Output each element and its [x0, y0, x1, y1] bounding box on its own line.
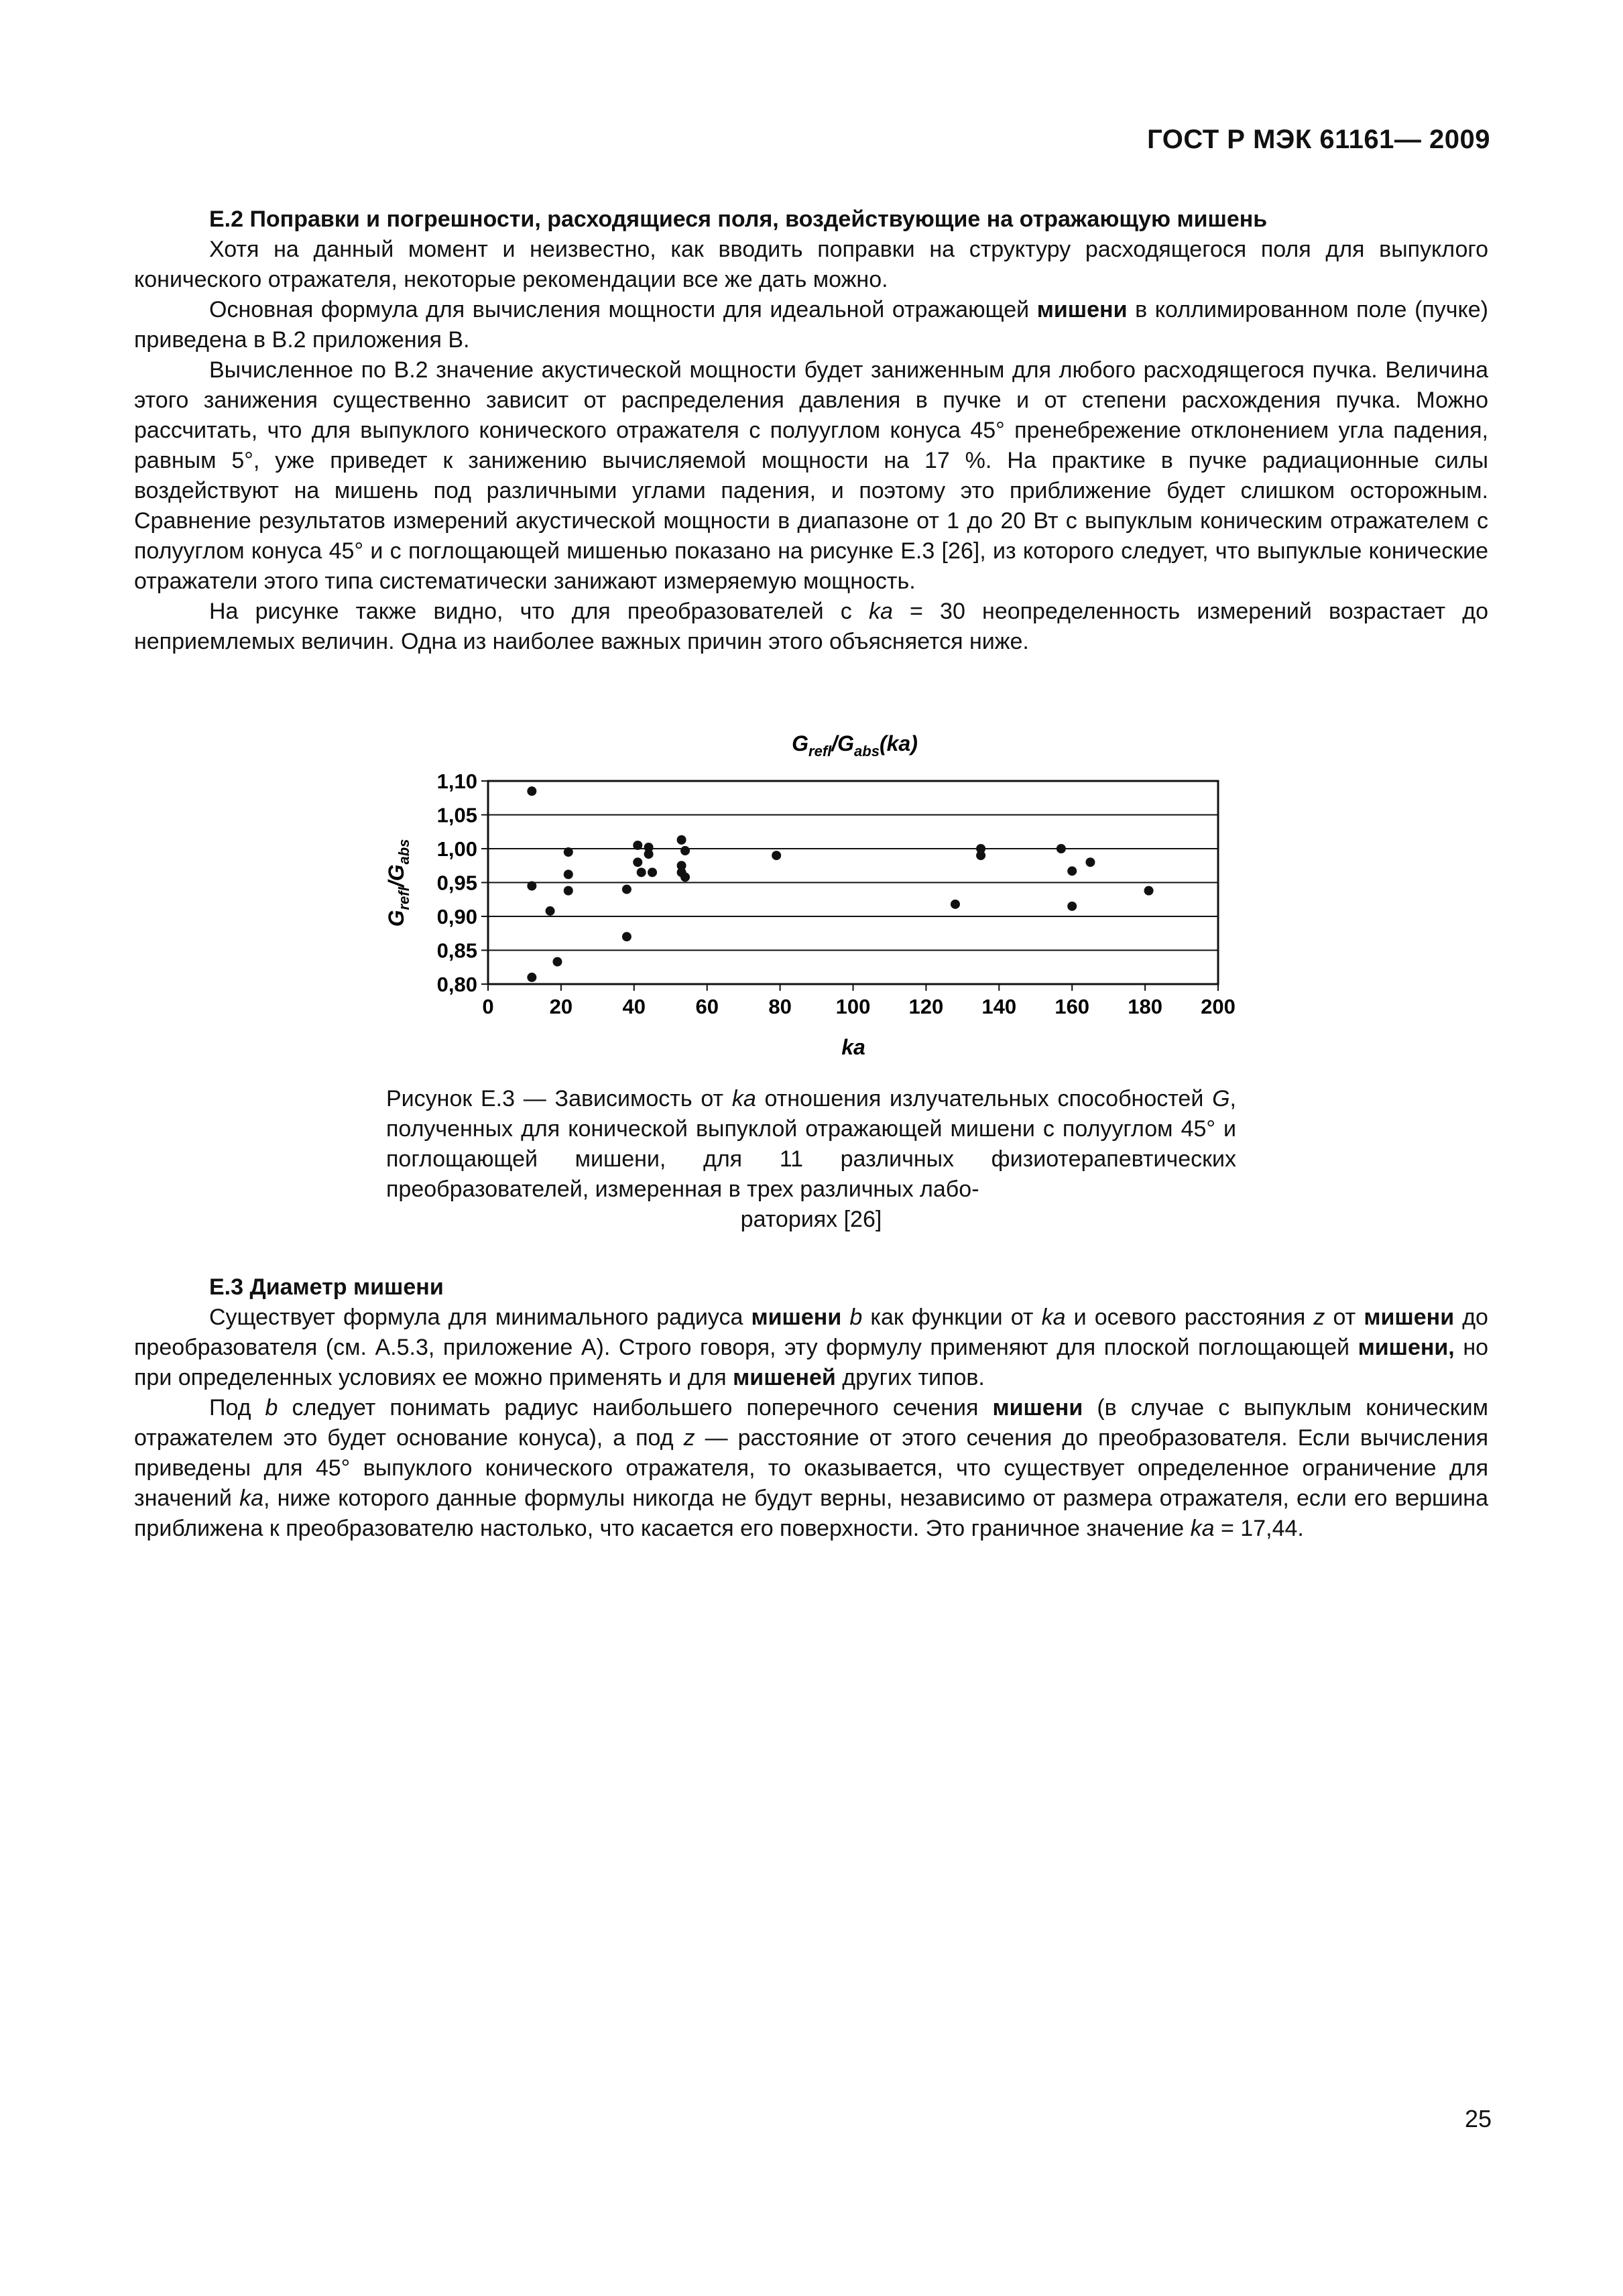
- data-point: [622, 885, 632, 894]
- y-tick-label: 1,10: [436, 770, 477, 793]
- data-point: [680, 846, 690, 855]
- data-point: [622, 932, 632, 941]
- data-point: [1067, 866, 1077, 875]
- data-point: [1085, 857, 1095, 867]
- section-e3-heading: Е.3 Диаметр мишени: [209, 1274, 444, 1300]
- x-tick-label: 180: [1128, 995, 1162, 1018]
- data-point: [648, 867, 657, 877]
- data-point: [546, 906, 555, 916]
- data-point: [677, 835, 686, 845]
- x-tick-label: 140: [981, 995, 1017, 1018]
- data-point: [1067, 902, 1077, 911]
- paragraph: Основная формула для вычисления мощности для идеальной отражающей мишени в коллимированном поле (пучке) приведена в В.2 приложения В.: [134, 297, 1488, 353]
- chart-title: $G_{refl}/G_{abs}(ka)$: [792, 731, 918, 760]
- paragraph: На рисунке также видно, что для преобразователей с ka = 30 неопределенность измерений возрастает до неприемлемых величин. Одна из наиболее важных причин этого объясняется ниже.: [134, 599, 1488, 654]
- x-tick-label: 120: [908, 995, 944, 1018]
- x-axis-label: ka: [841, 1035, 865, 1059]
- paragraph: Вычисленное по В.2 значение акустической мощности будет заниженным для любого расходящегося пучка. Величина этого занижения существенно зависит от распределения давления в пучке и от степени расхождения пучка. Можно рассчитать, что для выпуклого конического отражателя с полууглом конуса 45° пренебрежение отклонением угла падения, равным 5°, уже приведет к занижению вычисляемой мощности на 17 %. На практике в пучке радиационные силы воздействуют на мишень под различными углами падения, и поэтому это приближение будет слишком осторожным. Сравнение результатов измерений акустической мощности в диапазоне от 1 до 20 Вт с выпуклым коническим отражателем с полууглом конуса 45° и с поглощающей мишенью показано на рисунке Е.3 [26], из которого следует, что выпуклые конические отражатели этого типа систематически занижают измеряемую мощность.: [134, 357, 1488, 594]
- x-tick-label: 0: [482, 995, 494, 1018]
- data-point: [527, 786, 536, 796]
- data-point: [976, 851, 985, 860]
- y-tick-label: 0,95: [436, 871, 477, 895]
- data-point: [951, 900, 960, 909]
- x-tick-label: 20: [549, 995, 573, 1018]
- y-tick-label: 1,00: [436, 837, 477, 861]
- x-tick-label: 40: [622, 995, 646, 1018]
- data-point: [564, 869, 573, 879]
- y-axis-label: $G_{refl}/G_{abs}$: [384, 839, 412, 927]
- data-point: [564, 886, 573, 896]
- x-tick-label: 160: [1055, 995, 1090, 1018]
- data-point: [637, 867, 646, 877]
- data-point: [633, 841, 642, 850]
- y-tick-label: 0,85: [436, 939, 477, 963]
- data-point: [772, 851, 781, 860]
- data-point: [644, 849, 654, 859]
- section-e3: [134, 1272, 1488, 1544]
- x-tick-label: 200: [1201, 995, 1236, 1018]
- data-point: [564, 847, 573, 857]
- document-id-header: ГОСТ Р МЭК 61161— 2009: [1147, 125, 1490, 154]
- paragraph: Хотя на данный момент и неизвестно, как вводить поправки на структуру расходящегося поля для выпуклого конического отражателя, некоторые рекомендации все же дать можно.: [134, 237, 1488, 292]
- figure-e3-chart: [375, 727, 1247, 1076]
- data-point: [527, 882, 536, 891]
- section-e2-heading: Е.2 Поправки и погрешности, расходящиеся поля, воздействующие на отражающую мишень: [209, 206, 1268, 232]
- paragraph: Существует формула для минимального радиуса мишени b как функции от ka и осевого расстояния z от мишени до преобразователя (см. А.5.3, приложение А). Строго говоря, эту формулу применяют для плоской поглощающей мишени, но при определенных условиях ее можно применять и для мишеней других типов.: [134, 1305, 1489, 1390]
- x-tick-label: 80: [768, 995, 792, 1018]
- data-point: [552, 957, 562, 967]
- data-point: [1144, 886, 1154, 896]
- data-point: [527, 973, 536, 982]
- page-number: 25: [1464, 2105, 1492, 2132]
- data-point: [680, 872, 690, 882]
- y-tick-label: 0,90: [436, 905, 477, 928]
- x-tick-label: 60: [695, 995, 719, 1018]
- section-e2: [134, 204, 1488, 657]
- scatter-plot: [375, 727, 1247, 1076]
- caption-last-line: раториях [26]: [740, 1207, 882, 1232]
- x-tick-label: 100: [835, 995, 871, 1018]
- figure-e3-caption: Рисунок Е.3 — Зависимость от ka отношения излучательных способностей G, полученных для конической выпуклой отражающей мишени с полууглом 45° и поглощающей мишени, для 11 различных физиотерапевтических преобразователей, измеренная в трех различных лабо- раториях [26]: [386, 1084, 1236, 1235]
- y-tick-label: 1,05: [436, 803, 477, 827]
- y-tick-label: 0,80: [436, 973, 477, 996]
- paragraph: Под b следует понимать радиус наибольшего поперечного сечения мишени (в случае с выпуклым коническим отражателем это будет основание конуса), а под z — расстояние от этого сечения до преобразователя. Если вычисления приведены для 45° выпуклого конического отражателя, то оказывается, что существует определенное ограничение для значений ka, ниже которого данные формулы никогда не будут верны, независимо от размера отражателя, если его вершина приближена к преобразователю настолько, что касается его поверхности. Это граничное значение ka = 17,44.: [134, 1395, 1489, 1541]
- data-point: [1057, 844, 1066, 853]
- data-point: [633, 857, 642, 867]
